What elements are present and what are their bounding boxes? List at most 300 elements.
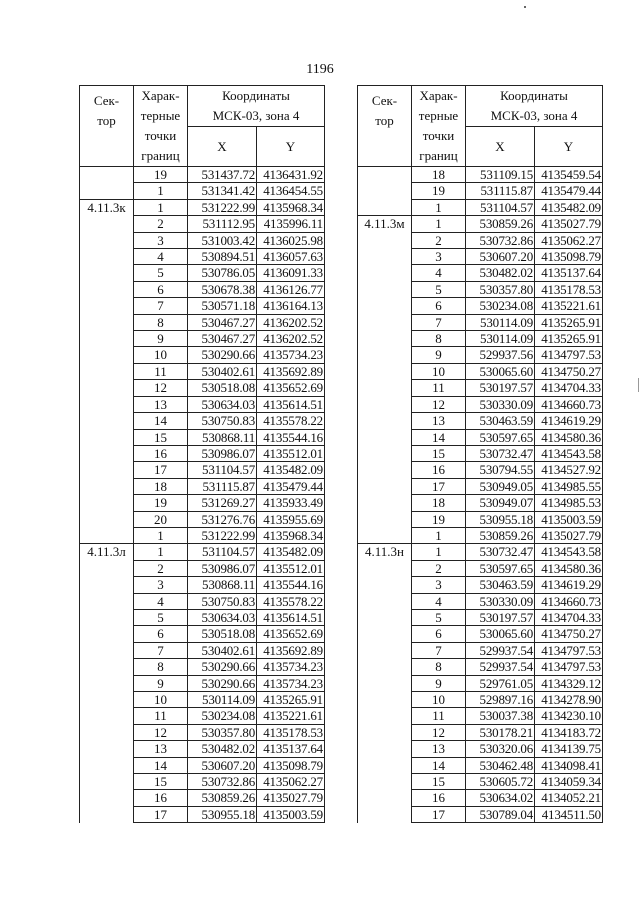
sector-cell-empty xyxy=(80,413,134,429)
table-row xyxy=(80,741,325,757)
coordinates-table-right xyxy=(357,85,603,823)
sector-cell-empty xyxy=(358,199,412,215)
x-coordinate-cell: 530949.07 xyxy=(466,495,535,511)
table-row xyxy=(80,790,325,806)
x-coordinate-cell: 530607.20 xyxy=(188,757,257,773)
x-coordinate-cell: 530402.61 xyxy=(188,363,257,379)
table-row xyxy=(358,527,603,543)
point-number-cell: 14 xyxy=(134,757,188,773)
y-coordinate-cell: 4135178.53 xyxy=(257,724,325,740)
x-coordinate-cell: 529937.56 xyxy=(466,347,535,363)
sector-cell-empty xyxy=(80,314,134,330)
x-coordinate-cell: 530605.72 xyxy=(466,774,535,790)
y-coordinate-cell: 4135933.49 xyxy=(257,495,325,511)
x-coordinate-cell: 530482.02 xyxy=(466,265,535,281)
sector-cell-empty xyxy=(80,249,134,265)
sector-cell xyxy=(358,167,412,183)
table-row xyxy=(80,642,325,658)
sector-cell-empty xyxy=(358,396,412,412)
x-coordinate-cell: 530859.26 xyxy=(466,216,535,232)
sector-cell: 4.11.3к xyxy=(80,199,134,215)
x-coordinate-cell: 530463.59 xyxy=(466,577,535,593)
table-row xyxy=(358,199,603,215)
table-row xyxy=(80,216,325,232)
x-coordinate-cell: 530789.04 xyxy=(466,806,535,822)
point-number-cell: 4 xyxy=(134,249,188,265)
point-number-cell: 9 xyxy=(134,675,188,691)
table-row xyxy=(80,609,325,625)
sector-cell-empty xyxy=(358,232,412,248)
sector-cell-empty xyxy=(80,790,134,806)
table-row xyxy=(358,708,603,724)
y-coordinate-cell: 4135734.23 xyxy=(257,347,325,363)
x-coordinate-cell: 530634.03 xyxy=(188,609,257,625)
y-header: Y xyxy=(535,127,603,167)
x-coordinate-cell: 530986.07 xyxy=(188,560,257,576)
point-number-cell: 10 xyxy=(412,363,466,379)
x-coordinate-cell: 530634.02 xyxy=(466,790,535,806)
table-row xyxy=(358,232,603,248)
point-number-cell: 19 xyxy=(412,511,466,527)
point-number-cell: 5 xyxy=(412,609,466,625)
table-row xyxy=(80,757,325,773)
table-row xyxy=(358,774,603,790)
y-coordinate-cell: 4136202.52 xyxy=(257,314,325,330)
sector-cell-empty xyxy=(80,331,134,347)
point-number-cell: 15 xyxy=(412,445,466,461)
table-row xyxy=(80,806,325,822)
point-number-cell: 18 xyxy=(412,495,466,511)
x-coordinate-cell: 531437.72 xyxy=(188,167,257,183)
x-coordinate-cell: 530330.09 xyxy=(466,396,535,412)
table-row xyxy=(80,708,325,724)
x-coordinate-cell: 529761.05 xyxy=(466,675,535,691)
sector-cell-empty xyxy=(80,396,134,412)
point-number-cell: 5 xyxy=(134,265,188,281)
sector-cell-empty xyxy=(358,675,412,691)
scan-artifact xyxy=(524,6,526,8)
y-coordinate-cell: 4135027.79 xyxy=(535,527,603,543)
table-row xyxy=(358,265,603,281)
y-coordinate-cell: 4135027.79 xyxy=(257,790,325,806)
page-number: 1196 xyxy=(306,62,334,77)
x-coordinate-cell: 530357.80 xyxy=(188,724,257,740)
table-row xyxy=(358,609,603,625)
table-row xyxy=(358,331,603,347)
table-row xyxy=(80,675,325,691)
sector-header: Сек- тор xyxy=(80,86,134,167)
x-coordinate-cell: 529937.54 xyxy=(466,642,535,658)
y-coordinate-cell: 4134527.92 xyxy=(535,462,603,478)
y-coordinate-cell: 4135027.79 xyxy=(535,216,603,232)
x-coordinate-cell: 530894.51 xyxy=(188,249,257,265)
y-coordinate-cell: 4134660.73 xyxy=(535,593,603,609)
point-number-cell: 17 xyxy=(412,478,466,494)
x-coordinate-cell: 531115.87 xyxy=(188,478,257,494)
y-coordinate-cell: 4135512.01 xyxy=(257,560,325,576)
table-row xyxy=(80,659,325,675)
y-coordinate-cell: 4134660.73 xyxy=(535,396,603,412)
table-row xyxy=(358,413,603,429)
point-number-cell: 3 xyxy=(134,232,188,248)
y-coordinate-cell: 4135652.69 xyxy=(257,380,325,396)
x-coordinate-cell: 530197.57 xyxy=(466,380,535,396)
x-coordinate-cell: 531269.27 xyxy=(188,495,257,511)
y-coordinate-cell: 4134329.12 xyxy=(535,675,603,691)
x-coordinate-cell: 531104.57 xyxy=(188,544,257,560)
y-coordinate-cell: 4135221.61 xyxy=(535,298,603,314)
point-number-cell: 10 xyxy=(134,347,188,363)
point-number-cell: 3 xyxy=(134,577,188,593)
table-row xyxy=(80,527,325,543)
table-row xyxy=(80,692,325,708)
point-number-cell: 15 xyxy=(412,774,466,790)
sector-cell-empty xyxy=(80,363,134,379)
point-number-cell: 9 xyxy=(134,331,188,347)
table-row xyxy=(358,183,603,199)
y-coordinate-cell: 4134278.90 xyxy=(535,692,603,708)
sector-cell-empty xyxy=(80,462,134,478)
table-row xyxy=(80,183,325,199)
point-number-cell: 12 xyxy=(412,724,466,740)
y-coordinate-cell: 4135614.51 xyxy=(257,396,325,412)
sector-cell-empty xyxy=(80,429,134,445)
point-number-cell: 16 xyxy=(412,790,466,806)
point-number-cell: 1 xyxy=(134,544,188,560)
point-number-cell: 2 xyxy=(412,560,466,576)
y-coordinate-cell: 4135578.22 xyxy=(257,593,325,609)
x-header: X xyxy=(188,127,257,167)
sector-cell-empty xyxy=(80,577,134,593)
point-number-cell: 11 xyxy=(134,363,188,379)
table-row xyxy=(80,380,325,396)
point-number-cell: 1 xyxy=(134,183,188,199)
table-row xyxy=(80,249,325,265)
point-number-cell: 11 xyxy=(134,708,188,724)
y-coordinate-cell: 4134052.21 xyxy=(535,790,603,806)
y-coordinate-cell: 4134750.27 xyxy=(535,363,603,379)
y-coordinate-cell: 4135968.34 xyxy=(257,527,325,543)
y-coordinate-cell: 4134619.29 xyxy=(535,577,603,593)
sector-cell-empty xyxy=(80,642,134,658)
sector-cell-empty xyxy=(358,757,412,773)
sector-cell-empty xyxy=(358,265,412,281)
sector-cell-empty xyxy=(358,331,412,347)
point-number-cell: 2 xyxy=(412,232,466,248)
x-coordinate-cell: 530178.21 xyxy=(466,724,535,740)
table-row xyxy=(80,396,325,412)
table-row xyxy=(80,511,325,527)
sector-cell-empty xyxy=(80,183,134,199)
sector-cell-empty xyxy=(80,232,134,248)
y-coordinate-cell: 4135482.09 xyxy=(257,462,325,478)
x-coordinate-cell: 530518.08 xyxy=(188,626,257,642)
y-coordinate-cell: 4134511.50 xyxy=(535,806,603,822)
point-number-cell: 16 xyxy=(412,462,466,478)
point-number-cell: 13 xyxy=(134,741,188,757)
point-number-cell: 14 xyxy=(412,757,466,773)
y-coordinate-cell: 4135265.91 xyxy=(535,331,603,347)
table-row xyxy=(358,363,603,379)
point-number-cell: 1 xyxy=(412,527,466,543)
sector-cell-empty xyxy=(358,790,412,806)
sector-cell-empty xyxy=(358,462,412,478)
sector-cell-empty xyxy=(80,511,134,527)
point-number-cell: 10 xyxy=(412,692,466,708)
y-coordinate-cell: 4135734.23 xyxy=(257,659,325,675)
point-number-cell: 17 xyxy=(412,806,466,822)
sector-cell-empty xyxy=(80,495,134,511)
sector-cell-empty xyxy=(358,659,412,675)
y-coordinate-cell: 4134704.33 xyxy=(535,380,603,396)
sector-cell-empty xyxy=(358,708,412,724)
y-coordinate-cell: 4135544.16 xyxy=(257,429,325,445)
x-coordinate-cell: 530607.20 xyxy=(466,249,535,265)
x-coordinate-cell: 530732.47 xyxy=(466,544,535,560)
table-row xyxy=(80,347,325,363)
y-coordinate-cell: 4134985.53 xyxy=(535,495,603,511)
table-row xyxy=(358,806,603,822)
table-row xyxy=(80,478,325,494)
x-coordinate-cell: 531222.99 xyxy=(188,527,257,543)
y-coordinate-cell: 4135459.54 xyxy=(535,167,603,183)
y-coordinate-cell: 4135692.89 xyxy=(257,363,325,379)
point-number-cell: 9 xyxy=(412,675,466,691)
x-coordinate-cell: 530949.05 xyxy=(466,478,535,494)
table-row xyxy=(80,462,325,478)
table-row xyxy=(358,347,603,363)
y-coordinate-cell: 4136126.77 xyxy=(257,281,325,297)
sector-cell-empty xyxy=(80,560,134,576)
y-coordinate-cell: 4135137.64 xyxy=(535,265,603,281)
x-coordinate-cell: 530114.09 xyxy=(188,692,257,708)
sector-cell-empty xyxy=(80,626,134,642)
x-coordinate-cell: 530482.02 xyxy=(188,741,257,757)
x-coordinate-cell: 530634.03 xyxy=(188,396,257,412)
sector-cell-empty xyxy=(358,495,412,511)
x-coordinate-cell: 530467.27 xyxy=(188,331,257,347)
point-number-cell: 8 xyxy=(134,314,188,330)
y-coordinate-cell: 4135062.27 xyxy=(257,774,325,790)
x-coordinate-cell: 530467.27 xyxy=(188,314,257,330)
x-coordinate-cell: 530597.65 xyxy=(466,429,535,445)
x-coordinate-cell: 530114.09 xyxy=(466,314,535,330)
table-header xyxy=(358,86,603,167)
y-coordinate-cell: 4134985.55 xyxy=(535,478,603,494)
sector-cell-empty xyxy=(358,511,412,527)
point-number-cell: 12 xyxy=(134,724,188,740)
point-number-cell: 1 xyxy=(134,199,188,215)
table-row xyxy=(358,167,603,183)
scan-artifact xyxy=(638,378,639,392)
table-row xyxy=(358,659,603,675)
point-number-cell: 20 xyxy=(134,511,188,527)
point-number-cell: 2 xyxy=(134,216,188,232)
table-row xyxy=(80,331,325,347)
point-number-cell: 1 xyxy=(412,216,466,232)
y-coordinate-cell: 4134098.41 xyxy=(535,757,603,773)
point-number-cell: 19 xyxy=(134,167,188,183)
table-row xyxy=(358,445,603,461)
x-coordinate-cell: 530955.18 xyxy=(466,511,535,527)
y-coordinate-cell: 4134543.58 xyxy=(535,445,603,461)
table-row xyxy=(358,577,603,593)
point-number-cell: 1 xyxy=(412,544,466,560)
x-coordinate-cell: 531003.42 xyxy=(188,232,257,248)
sector-cell-empty xyxy=(358,741,412,757)
point-number-cell: 12 xyxy=(412,396,466,412)
y-coordinate-cell: 4135955.69 xyxy=(257,511,325,527)
point-number-cell: 11 xyxy=(412,708,466,724)
table-row xyxy=(80,413,325,429)
sector-cell-empty xyxy=(358,806,412,822)
table-row xyxy=(358,314,603,330)
y-coordinate-cell: 4134797.53 xyxy=(535,659,603,675)
sector-cell-empty xyxy=(358,281,412,297)
table-row xyxy=(358,544,603,560)
sector-cell-empty xyxy=(358,593,412,609)
sector-cell-empty xyxy=(358,380,412,396)
x-coordinate-cell: 529897.16 xyxy=(466,692,535,708)
y-coordinate-cell: 4135614.51 xyxy=(257,609,325,625)
y-coordinate-cell: 4134230.10 xyxy=(535,708,603,724)
characteristic-points-header: Харак- терные точки границ xyxy=(134,86,188,167)
sector-cell-empty xyxy=(80,757,134,773)
point-number-cell: 8 xyxy=(412,659,466,675)
x-coordinate-cell: 530868.11 xyxy=(188,577,257,593)
y-coordinate-cell: 4135479.44 xyxy=(257,478,325,494)
y-header: Y xyxy=(257,127,325,167)
table-row xyxy=(358,626,603,642)
point-number-cell: 11 xyxy=(412,380,466,396)
sector-cell-empty xyxy=(80,281,134,297)
y-coordinate-cell: 4135003.59 xyxy=(257,806,325,822)
sector-cell-empty xyxy=(80,478,134,494)
x-coordinate-cell: 530786.05 xyxy=(188,265,257,281)
x-coordinate-cell: 530794.55 xyxy=(466,462,535,478)
sector-cell-empty xyxy=(358,724,412,740)
sector-header: Сек- тор xyxy=(358,86,412,167)
y-coordinate-cell: 4136454.55 xyxy=(257,183,325,199)
table-row xyxy=(80,429,325,445)
sector-cell xyxy=(80,167,134,183)
point-number-cell: 17 xyxy=(134,462,188,478)
sector-cell-empty xyxy=(358,774,412,790)
sector-cell-empty xyxy=(80,724,134,740)
table-row xyxy=(80,314,325,330)
point-number-cell: 17 xyxy=(134,806,188,822)
y-coordinate-cell: 4136025.98 xyxy=(257,232,325,248)
x-coordinate-cell: 531115.87 xyxy=(466,183,535,199)
table-row xyxy=(80,774,325,790)
x-coordinate-cell: 530750.83 xyxy=(188,413,257,429)
point-number-cell: 3 xyxy=(412,577,466,593)
point-number-cell: 13 xyxy=(412,413,466,429)
table-row xyxy=(358,757,603,773)
table-row xyxy=(358,478,603,494)
x-coordinate-cell: 530114.09 xyxy=(466,331,535,347)
x-coordinate-cell: 531104.57 xyxy=(466,199,535,215)
point-number-cell: 18 xyxy=(412,167,466,183)
x-coordinate-cell: 530750.83 xyxy=(188,593,257,609)
point-number-cell: 7 xyxy=(412,642,466,658)
sector-cell-empty xyxy=(358,560,412,576)
sector-cell: 4.11.3л xyxy=(80,544,134,560)
point-number-cell: 8 xyxy=(134,659,188,675)
table-row xyxy=(358,511,603,527)
x-coordinate-cell: 530859.26 xyxy=(188,790,257,806)
table-row xyxy=(80,167,325,183)
x-coordinate-cell: 530463.59 xyxy=(466,413,535,429)
table-row xyxy=(80,560,325,576)
point-number-cell: 5 xyxy=(134,609,188,625)
x-coordinate-cell: 530037.38 xyxy=(466,708,535,724)
x-coordinate-cell: 531109.15 xyxy=(466,167,535,183)
sector-cell-empty xyxy=(358,429,412,445)
table-row xyxy=(80,577,325,593)
sector-cell-empty xyxy=(80,527,134,543)
sector-cell-empty xyxy=(358,249,412,265)
sector-cell-empty xyxy=(80,347,134,363)
sector-cell-empty xyxy=(80,741,134,757)
y-coordinate-cell: 4134543.58 xyxy=(535,544,603,560)
x-header: X xyxy=(466,127,535,167)
sector-cell-empty xyxy=(358,642,412,658)
y-coordinate-cell: 4136202.52 xyxy=(257,331,325,347)
x-coordinate-cell: 530955.18 xyxy=(188,806,257,822)
x-coordinate-cell: 530859.26 xyxy=(466,527,535,543)
x-coordinate-cell: 530732.86 xyxy=(466,232,535,248)
table-row xyxy=(358,692,603,708)
point-number-cell: 6 xyxy=(134,281,188,297)
table-row xyxy=(358,560,603,576)
point-number-cell: 13 xyxy=(412,741,466,757)
sector-cell-empty xyxy=(358,478,412,494)
y-coordinate-cell: 4135178.53 xyxy=(535,281,603,297)
point-number-cell: 18 xyxy=(134,478,188,494)
y-coordinate-cell: 4135221.61 xyxy=(257,708,325,724)
y-coordinate-cell: 4135137.64 xyxy=(257,741,325,757)
x-coordinate-cell: 530065.60 xyxy=(466,363,535,379)
point-number-cell: 1 xyxy=(134,527,188,543)
y-coordinate-cell: 4135692.89 xyxy=(257,642,325,658)
table-body xyxy=(80,167,325,823)
sector-cell-empty xyxy=(358,298,412,314)
sector-cell-empty xyxy=(80,774,134,790)
x-coordinate-cell: 530065.60 xyxy=(466,626,535,642)
table-row xyxy=(358,790,603,806)
table-row xyxy=(80,593,325,609)
y-coordinate-cell: 4134619.29 xyxy=(535,413,603,429)
x-coordinate-cell: 531222.99 xyxy=(188,199,257,215)
y-coordinate-cell: 4134580.36 xyxy=(535,429,603,445)
y-coordinate-cell: 4135578.22 xyxy=(257,413,325,429)
y-coordinate-cell: 4136164.13 xyxy=(257,298,325,314)
y-coordinate-cell: 4135265.91 xyxy=(257,692,325,708)
table-row xyxy=(358,249,603,265)
sector-cell-empty xyxy=(358,183,412,199)
y-coordinate-cell: 4136057.63 xyxy=(257,249,325,265)
sector-cell-empty xyxy=(358,413,412,429)
sector-cell-empty xyxy=(80,380,134,396)
y-coordinate-cell: 4136431.92 xyxy=(257,167,325,183)
sector-cell-empty xyxy=(80,298,134,314)
x-coordinate-cell: 529937.54 xyxy=(466,659,535,675)
y-coordinate-cell: 4135003.59 xyxy=(535,511,603,527)
y-coordinate-cell: 4134580.36 xyxy=(535,560,603,576)
y-coordinate-cell: 4134059.34 xyxy=(535,774,603,790)
y-coordinate-cell: 4134750.27 xyxy=(535,626,603,642)
